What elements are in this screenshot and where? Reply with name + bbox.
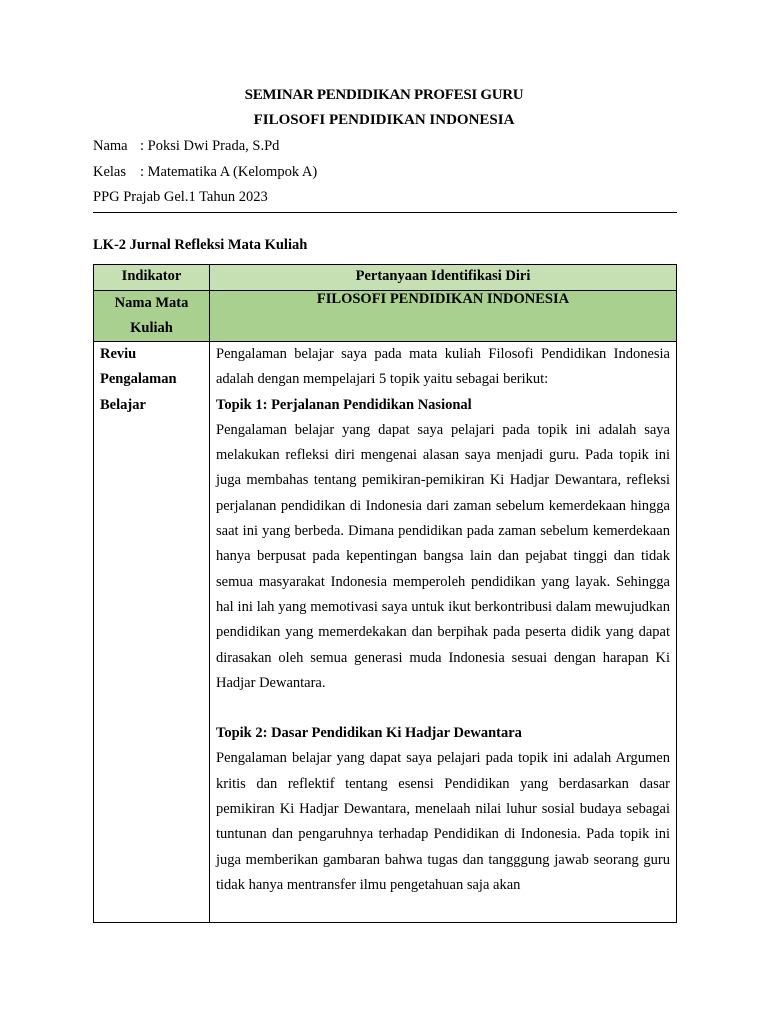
review-intro: Pengalaman belajar saya pada mata kuliah Filosofi Pendidikan Indonesia adalah dengan mempelajari 5 topik yaitu sebagai berikut: xyxy=(216,346,670,388)
table-header-row xyxy=(94,265,677,291)
learning-review-row xyxy=(94,342,677,923)
worksheet-title: LK-2 Jurnal Refleksi Mata Kuliah xyxy=(93,237,308,253)
student-class-line xyxy=(93,162,317,182)
header-divider xyxy=(93,212,677,213)
topic-2-text: Pengalaman belajar yang dapat saya pelajari pada topik ini adalah Argumen kritis dan reflektif tentang esensi Pendidikan yang berdasarkan dasar pemikiran Ki Hadjar Dewantara, menelaah nilai luhur sosial budaya sebagai tuntunan dan pengaruhnya terhadap Pendidikan di Indonesia. Pada topik ini juga memberikan gambaran bahwa tugas dan tangggung jawab seorang guru tidak hanya mentransfer ilmu pengetahuan saja akan xyxy=(216,750,670,893)
learning-review-content xyxy=(210,342,677,923)
course-title: FILOSOFI PENDIDIKAN INDONESIA xyxy=(253,112,515,128)
learning-review-label: Reviu Pengalaman Belajar xyxy=(94,342,210,923)
reflection-journal-table xyxy=(93,264,677,923)
topic-1-title: Topik 1: Perjalanan Pendidikan Nasional xyxy=(216,396,472,413)
program-line: PPG Prajab Gel.1 Tahun 2023 xyxy=(93,189,268,205)
student-name-line xyxy=(93,136,279,156)
seminar-title: SEMINAR PENDIDIKAN PROFESI GURU xyxy=(244,87,524,103)
topic-1-text: Pengalaman belajar yang dapat saya pelajari pada topik ini adalah saya melakukan refleksi diri mengenai alasan saya menjadi guru. Pada topik ini juga membahas tentang pemikiran-pemikiran Ki Hadjar Dewantara, refleksi perjalanan pendidikan di Indonesia dari zaman sebelum kemerdekaan hingga saat ini yang berbeda. Dimana pendidikan pada zaman sebelum kemerdekaan hanya berpusat pada kepentingan bangsa lain dan pejabat tinggi dan tidak semua masyarakat Indonesia memperoleh pendidikan yang layak. Sehingga hal ini lah yang memotivasi saya untuk ikut berkontribusi dalam mewujudkan pendidikan yang memerdekakan dan berpihak pada peserta didik yang dapat dirasakan oleh semua generasi muda Indonesia sesuai dengan harapan Ki Hadjar Dewantara. xyxy=(216,421,670,691)
paragraph-gap xyxy=(216,696,670,721)
header-indicator: Indikator xyxy=(94,265,210,291)
name-label: Nama xyxy=(93,138,128,154)
name-value: : Poksi Dwi Prada, S.Pd xyxy=(140,138,280,154)
topic-2-title: Topik 2: Dasar Pendidikan Ki Hadjar Dewantara xyxy=(216,725,522,742)
course-name-label: Nama Mata Kuliah xyxy=(94,291,210,342)
course-name-value: FILOSOFI PENDIDIKAN INDONESIA xyxy=(210,291,677,342)
course-name-row xyxy=(94,291,677,342)
class-label: Kelas xyxy=(93,164,127,180)
class-value: : Matematika A (Kelompok A) xyxy=(140,164,318,180)
header-question: Pertanyaan Identifikasi Diri xyxy=(210,265,677,291)
